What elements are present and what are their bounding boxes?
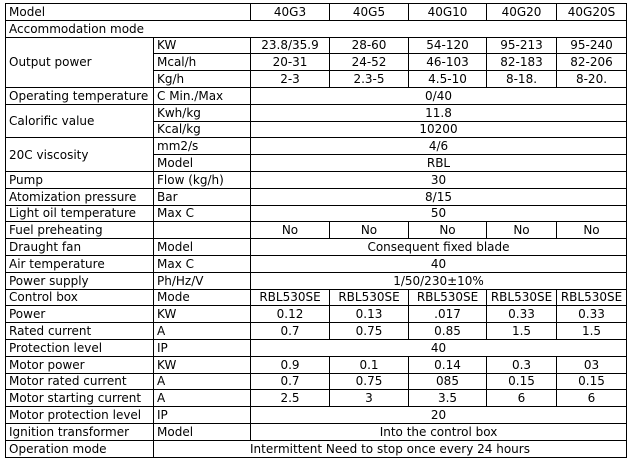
row-label: Ignition transformer <box>6 423 154 440</box>
row-unit: Model <box>154 423 251 440</box>
merged-value: Into the control box <box>251 423 627 440</box>
row-unit: Kwh/kg <box>154 104 251 121</box>
value-cell: 24-52 <box>330 54 409 71</box>
header-model-40g20s: 40G20S <box>557 4 627 21</box>
row-label: Output power <box>6 37 154 87</box>
value-cell: 0.9 <box>251 356 330 373</box>
value-cell: 1.5 <box>487 323 557 340</box>
row-unit: mm2/s <box>154 138 251 155</box>
row-label: Fuel preheating <box>6 222 154 239</box>
table-row <box>6 306 627 323</box>
spec-table <box>5 3 627 458</box>
table-row <box>6 222 627 239</box>
value-cell: 3.5 <box>409 390 487 407</box>
merged-value: RBL <box>251 155 627 172</box>
value-cell: 82-183 <box>487 54 557 71</box>
value-cell: RBL530SE <box>487 289 557 306</box>
row-label: Pump <box>6 171 154 188</box>
table-row <box>6 373 627 390</box>
row-unit: Ph/Hz/V <box>154 272 251 289</box>
merged-value: 0/40 <box>251 87 627 104</box>
table-row <box>6 272 627 289</box>
table-row <box>6 171 627 188</box>
section-label: Accommodation mode <box>6 20 627 37</box>
table-row <box>6 407 627 424</box>
merged-value: 10200 <box>251 121 627 138</box>
value-cell: 0.15 <box>487 373 557 390</box>
row-label: Motor rated current <box>6 373 154 390</box>
row-unit: Mode <box>154 289 251 306</box>
table-row <box>6 440 627 457</box>
value-cell: 2.3-5 <box>330 71 409 88</box>
row-unit: Max C <box>154 255 251 272</box>
row-unit: C Min./Max <box>154 87 251 104</box>
value-cell: 95-240 <box>557 37 627 54</box>
header-model-40g5: 40G5 <box>330 4 409 21</box>
value-cell: No <box>251 222 330 239</box>
table-row <box>6 339 627 356</box>
value-cell: 46-103 <box>409 54 487 71</box>
value-cell: 6 <box>557 390 627 407</box>
row-label: Protection level <box>6 339 154 356</box>
row-unit: Model <box>154 239 251 256</box>
row-unit: A <box>154 323 251 340</box>
value-cell: 0.75 <box>330 373 409 390</box>
merged-value: 50 <box>251 205 627 222</box>
row-label: Draught fan <box>6 239 154 256</box>
row-unit: Model <box>154 155 251 172</box>
value-cell: 82-206 <box>557 54 627 71</box>
table-row <box>6 104 627 121</box>
row-unit: IP <box>154 339 251 356</box>
value-cell: No <box>330 222 409 239</box>
value-cell: 1.5 <box>557 323 627 340</box>
header-row <box>6 4 627 21</box>
value-cell: .017 <box>409 306 487 323</box>
header-model-40g10: 40G10 <box>409 4 487 21</box>
row-unit: KW <box>154 356 251 373</box>
row-label: Atomization pressure <box>6 188 154 205</box>
row-label: Motor starting current <box>6 390 154 407</box>
row-label: Rated current <box>6 323 154 340</box>
row-unit: Mcal/h <box>154 54 251 71</box>
header-model-40g20: 40G20 <box>487 4 557 21</box>
value-cell: 0.75 <box>330 323 409 340</box>
table-row <box>6 37 627 54</box>
merged-value: 1/50/230±10% <box>251 272 627 289</box>
value-cell: No <box>557 222 627 239</box>
row-unit: KW <box>154 37 251 54</box>
merged-value: Consequent fixed blade <box>251 239 627 256</box>
row-unit: Flow (kg/h) <box>154 171 251 188</box>
value-cell: 0.13 <box>330 306 409 323</box>
table-row <box>6 255 627 272</box>
value-cell: 8-20. <box>557 71 627 88</box>
table-row <box>6 87 627 104</box>
value-cell: 4.5-10 <box>409 71 487 88</box>
value-cell: 085 <box>409 373 487 390</box>
row-label: Air temperature <box>6 255 154 272</box>
table-row <box>6 423 627 440</box>
value-cell: 6 <box>487 390 557 407</box>
spec-table-container <box>5 3 626 458</box>
value-cell: RBL530SE <box>557 289 627 306</box>
row-label: 20C viscosity <box>6 138 154 172</box>
row-unit: Max C <box>154 205 251 222</box>
table-row <box>6 138 627 155</box>
merged-value: 4/6 <box>251 138 627 155</box>
value-cell: 28-60 <box>330 37 409 54</box>
value-cell: 0.7 <box>251 373 330 390</box>
value-cell: 0.3 <box>487 356 557 373</box>
row-unit: Kg/h <box>154 71 251 88</box>
row-label: Control box <box>6 289 154 306</box>
table-row <box>6 323 627 340</box>
value-cell: No <box>487 222 557 239</box>
row-unit: KW <box>154 306 251 323</box>
value-cell: 0.12 <box>251 306 330 323</box>
row-unit: IP <box>154 407 251 424</box>
table-row <box>6 289 627 306</box>
value-cell: 0.14 <box>409 356 487 373</box>
merged-value: 40 <box>251 339 627 356</box>
row-label: Motor power <box>6 356 154 373</box>
value-cell: RBL530SE <box>251 289 330 306</box>
value-cell: 2.5 <box>251 390 330 407</box>
row-unit <box>154 222 251 239</box>
row-label: Operating temperature <box>6 87 154 104</box>
value-cell: 0.7 <box>251 323 330 340</box>
value-cell: 23.8/35.9 <box>251 37 330 54</box>
row-unit: Bar <box>154 188 251 205</box>
row-label: Calorific value <box>6 104 154 138</box>
value-cell: 0.33 <box>487 306 557 323</box>
value-cell: RBL530SE <box>330 289 409 306</box>
value-cell: 0.33 <box>557 306 627 323</box>
merged-value: 40 <box>251 255 627 272</box>
row-unit: Kcal/kg <box>154 121 251 138</box>
table-row <box>6 188 627 205</box>
merged-value: 11.8 <box>251 104 627 121</box>
table-row <box>6 205 627 222</box>
row-label: Power supply <box>6 272 154 289</box>
row-label: Light oil temperature <box>6 205 154 222</box>
table-row <box>6 390 627 407</box>
spec-table-body <box>6 4 627 458</box>
header-model-40g3: 40G3 <box>251 4 330 21</box>
table-row <box>6 356 627 373</box>
table-row <box>6 20 627 37</box>
row-label: Operation mode <box>6 440 154 457</box>
value-cell: 95-213 <box>487 37 557 54</box>
table-row <box>6 239 627 256</box>
row-label: Motor protection level <box>6 407 154 424</box>
value-cell: 2-3 <box>251 71 330 88</box>
merged-value: 20 <box>251 407 627 424</box>
merged-value: 30 <box>251 171 627 188</box>
value-cell: 0.85 <box>409 323 487 340</box>
value-cell: No <box>409 222 487 239</box>
value-cell: 3 <box>330 390 409 407</box>
value-cell: 20-31 <box>251 54 330 71</box>
value-cell: 0.15 <box>557 373 627 390</box>
row-unit: A <box>154 390 251 407</box>
merged-value: 8/15 <box>251 188 627 205</box>
value-cell: 0.1 <box>330 356 409 373</box>
value-cell: 8-18. <box>487 71 557 88</box>
value-cell: RBL530SE <box>409 289 487 306</box>
row-label: Power <box>6 306 154 323</box>
header-model-label: Model <box>6 4 251 21</box>
value-cell: 54-120 <box>409 37 487 54</box>
value-cell: 03 <box>557 356 627 373</box>
merged-value: Intermittent Need to stop once every 24 hours <box>154 440 627 457</box>
row-unit: A <box>154 373 251 390</box>
